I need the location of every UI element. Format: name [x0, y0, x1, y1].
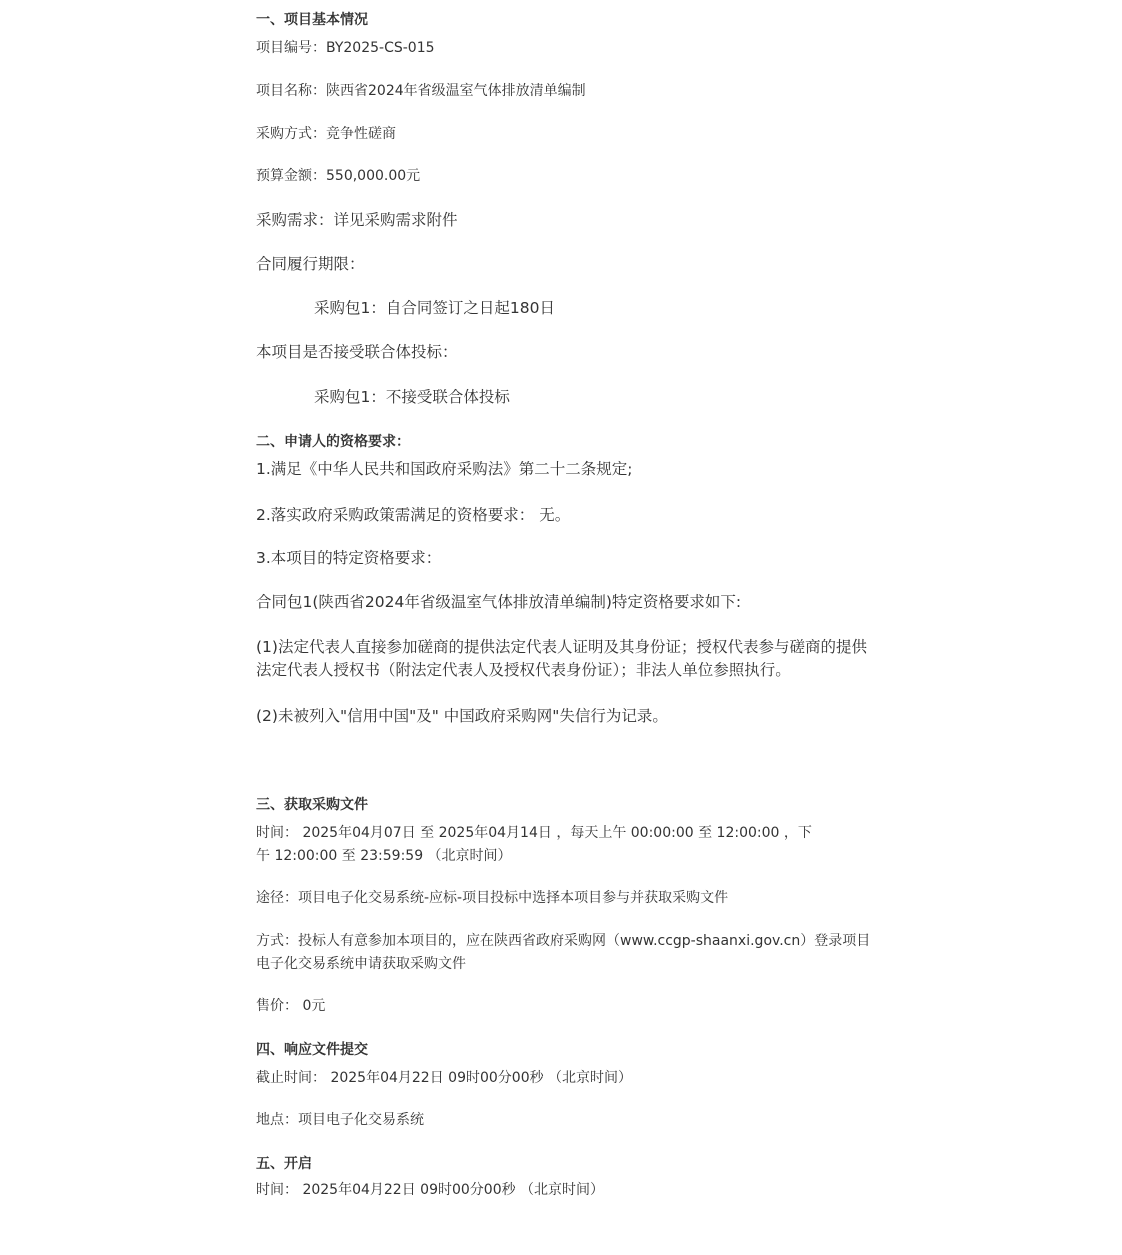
section-heading-opening: 五、开启 [256, 1156, 312, 1172]
qualification-item-1: 1.满足《中华人民共和国政府采购法》第二十二条规定; [256, 460, 633, 478]
project-number: 项目编号：BY2025-CS-015 [256, 40, 435, 56]
obtain-route: 途径：项目电子化交易系统-应标-项目投标中选择本项目参与并获取采购文件 [256, 890, 729, 906]
submission-deadline: 截止时间： 2025年04月22日 09时00分00秒 （北京时间） [256, 1070, 633, 1086]
budget-amount: 预算金额：550,000.00元 [256, 168, 421, 184]
qualification-item-3: 3.本项目的特定资格要求： [256, 549, 442, 567]
consortium-label: 本项目是否接受联合体投标： [256, 343, 458, 361]
section-heading-obtain-documents: 三、获取采购文件 [256, 797, 368, 813]
section-heading-submission: 四、响应文件提交 [256, 1042, 368, 1058]
submission-place: 地点：项目电子化交易系统 [256, 1112, 424, 1128]
consortium-value: 采购包1：不接受联合体投标 [314, 388, 510, 406]
opening-time: 时间： 2025年04月22日 09时00分00秒 （北京时间） [256, 1182, 605, 1198]
package-requirements-intro: 合同包1(陕西省2024年省级温室气体排放清单编制)特定资格要求如下: [256, 593, 742, 611]
specific-requirement-2: (2)未被列入"信用中国"及" 中国政府采购网"失信行为记录。 [256, 707, 668, 725]
obtain-way: 方式：投标人有意参加本项目的，应在陕西省政府采购网（www.ccgp-shaanxi.gov.cn）登录项目电子化交易系统申请获取采购文件 [256, 933, 871, 972]
contract-term-value: 采购包1：自合同签订之日起180日 [314, 299, 555, 317]
document-price: 售价： 0元 [256, 998, 326, 1014]
obtain-time: 时间： 2025年04月07日 至 2025年04月14日 ，每天上午 00:00:00 至 12:00:00 ，下午 12:00:00 至 23:59:59 （北京时间） [256, 825, 812, 864]
procurement-requirement: 采购需求：详见采购需求附件 [256, 211, 458, 229]
project-name: 项目名称：陕西省2024年省级温室气体排放清单编制 [256, 83, 586, 99]
section-heading-qualifications: 二、申请人的资格要求： [256, 434, 410, 450]
specific-requirement-1: (1)法定代表人直接参加磋商的提供法定代表人证明及其身份证；授权代表参与磋商的提供法定代表人授权书（附法定代表人及授权代表身份证）；非法人单位参照执行。 [256, 638, 867, 679]
contract-term-label: 合同履行期限： [256, 255, 365, 273]
section-heading-basic-info: 一、项目基本情况 [256, 12, 368, 28]
procurement-method: 采购方式：竞争性磋商 [256, 126, 396, 142]
qualification-item-2: 2.落实政府采购政策需满足的资格要求： 无。 [256, 506, 571, 524]
